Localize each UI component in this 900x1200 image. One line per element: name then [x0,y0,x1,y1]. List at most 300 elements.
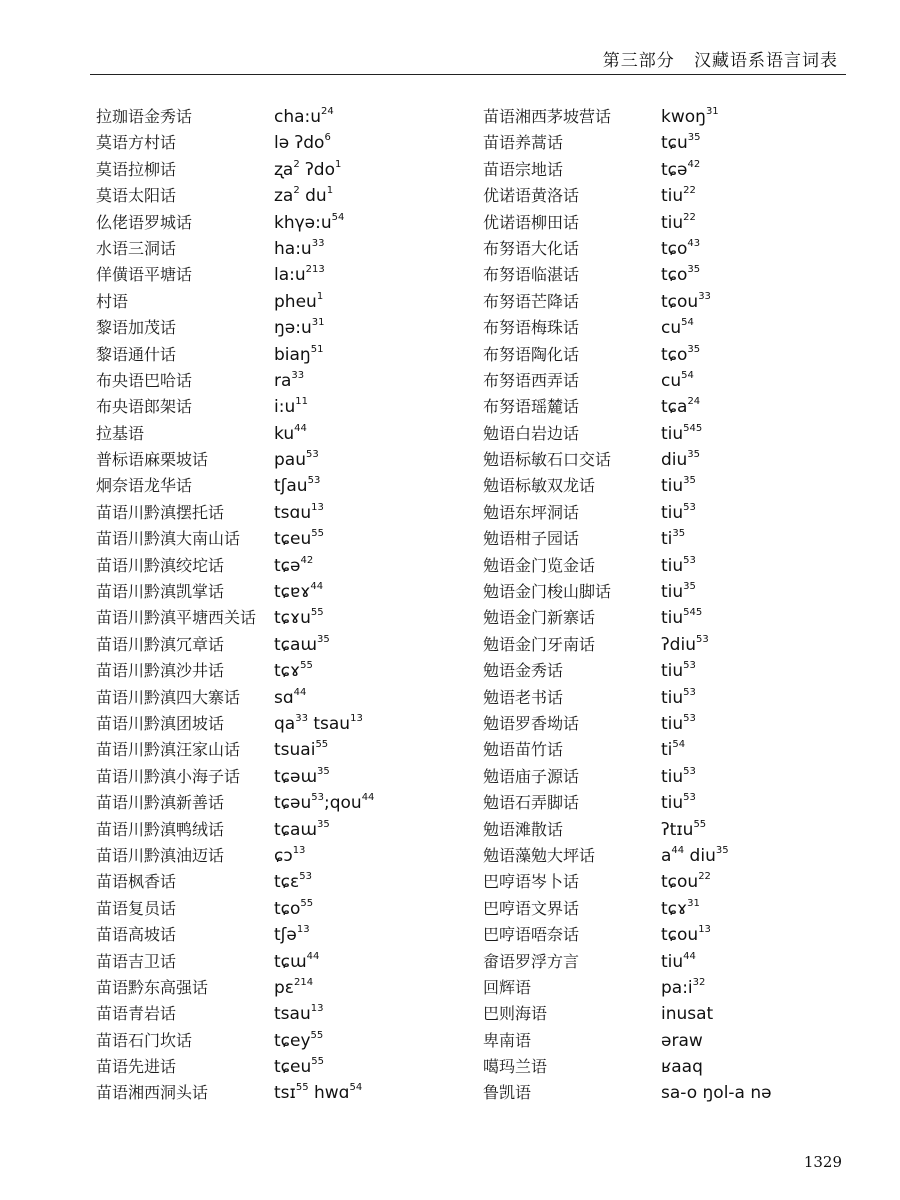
word-form [661,1080,772,1106]
form-segment: sa-o ŋol-a nə [661,1083,772,1104]
word-form [274,579,323,605]
form-segment: cu [661,370,682,391]
form-segment: ʁaaq [661,1057,703,1078]
form-segment: əraw [661,1030,703,1051]
language-name: 苗语宗地话 [483,159,564,179]
language-name: 布努语芒降话 [483,291,580,311]
form-segment: tɕou [661,925,699,946]
word-form [274,289,323,315]
tone-number: 31 [311,317,325,329]
entry-row [483,262,853,288]
form-segment: pa:i [661,977,693,998]
word-form [274,737,328,763]
word-form [661,368,694,394]
tone-number: 53 [683,660,696,672]
word-form [661,1001,713,1027]
language-name: 苗语川黔滇四大寨话 [96,687,241,707]
word-form [274,104,334,130]
entry-row [483,632,853,658]
tone-number: 55 [315,739,329,751]
entry-row [96,605,466,631]
language-name: 巴哼语岑卜话 [483,872,580,892]
entry-row [96,632,466,658]
entry-row [96,447,466,473]
entry-row [483,315,853,341]
tone-number: 55 [300,897,314,909]
tone-number: 33 [698,290,711,302]
entry-row [96,183,466,209]
language-name: 回辉语 [483,977,532,997]
entry-row [96,711,466,737]
entry-row [483,500,853,526]
language-name: 苗语吉卫话 [96,951,177,971]
word-form [274,658,313,684]
language-name: 勉语东坪洞话 [483,502,580,522]
tone-number: 35 [687,449,701,461]
language-name: 勉语石弄脚话 [483,793,580,813]
form-segment: tiu [661,951,684,972]
entry-row [483,157,853,183]
word-form [274,473,320,499]
language-name: 鲁凯语 [483,1083,532,1103]
word-form [274,790,374,816]
entry-row [483,764,853,790]
tone-number: 2 [293,185,300,197]
entry-row [96,922,466,948]
form-segment: tiu [661,687,684,708]
entry-row [483,183,853,209]
language-name: 畲语罗浮方言 [483,951,580,971]
tone-number: 44 [671,844,685,856]
form-segment: la:u [274,265,306,286]
tone-number: 33 [311,237,325,249]
form-segment: lə ʔdo [274,133,325,154]
language-name: 苗语青岩话 [96,1004,177,1024]
language-name: 勉语柑子园话 [483,529,580,549]
language-name: 苗语川黔滇平塘西关话 [96,608,257,628]
word-form [661,447,700,473]
word-form [661,553,696,579]
form-segment: khγə:u [274,212,332,233]
entry-row [96,236,466,262]
language-name: 炯奈语龙华话 [96,476,193,496]
language-name: 优诺语柳田话 [483,212,580,232]
tone-number: 35 [683,475,696,487]
language-name: 巴哼语唔奈话 [483,925,580,945]
tone-number: 55 [295,1082,309,1094]
entry-row [483,843,853,869]
form-segment: ʔdo [299,159,335,180]
tone-number: 53 [311,792,324,804]
word-form [661,764,696,790]
form-segment: tɕəu [274,793,312,814]
language-name: 莫语拉柳话 [96,159,177,179]
left-column [96,104,466,1107]
form-segment: ŋə:u [274,318,312,339]
entry-row [96,526,466,552]
language-name: 勉语藻勉大坪话 [483,845,596,865]
tone-number: 545 [683,607,703,619]
entry-row [96,157,466,183]
form-segment: tɕo [661,238,688,259]
form-segment: ɕɔ [274,845,293,866]
tone-number: 32 [692,976,706,988]
entry-row [483,737,853,763]
language-name: 勉语罗香坳话 [483,713,580,733]
form-segment: diu [661,450,688,471]
language-name: 莫语太阳话 [96,186,177,206]
tone-number: 35 [687,264,701,276]
language-name: 巴哼语文界话 [483,898,580,918]
language-name: 勉语老书话 [483,687,564,707]
word-form [661,394,700,420]
form-segment: ʔdiu [661,634,696,655]
form-segment: tiu [661,713,684,734]
form-segment: pheu [274,291,317,312]
word-form [274,869,312,895]
word-form [661,632,709,658]
entry-row [483,526,853,552]
tone-number: 35 [683,581,696,593]
entry-row [96,1080,466,1106]
form-segment: tɕə [661,159,688,180]
word-form [274,368,304,394]
language-name: 苗语川黔滇新善话 [96,793,225,813]
word-form [274,500,324,526]
entry-row [483,210,853,236]
word-form [661,896,700,922]
word-form [661,289,711,315]
tone-number: 42 [300,554,314,566]
running-head: 第三部分 汉藏语系语言词表 [602,51,838,71]
form-segment: tiu [661,212,684,233]
language-name: 苗语川黔滇大南山话 [96,529,241,549]
tone-number: 53 [683,792,696,804]
tone-number: 54 [681,317,694,329]
entry-row [96,817,466,843]
tone-number: 53 [683,554,696,566]
form-segment: sɑ [274,687,294,708]
entry-row [483,236,853,262]
tone-number: 545 [683,422,703,434]
word-form [661,843,729,869]
tone-number: 13 [296,924,310,936]
form-segment: tɕo [274,898,301,919]
word-form [661,236,700,262]
entry-row [96,869,466,895]
form-segment: tɕɐɤ [274,582,311,603]
page-number: 1329 [803,1153,842,1171]
form-segment: ʐa [274,159,294,180]
form-segment: tɕɤ [274,661,301,682]
form-segment: pau [274,450,306,471]
form-segment: hwɑ [308,1083,350,1104]
language-name: 布努语大化话 [483,238,580,258]
form-segment: tiu [661,793,684,814]
word-form [274,157,341,183]
tone-number: 44 [361,792,375,804]
form-segment: diu [684,845,716,866]
word-form [274,764,330,790]
entry-row [483,368,853,394]
form-segment: tɕeu [274,1057,312,1078]
word-form [274,553,313,579]
tone-number: 13 [698,924,711,936]
entry-row [96,553,466,579]
entry-row [483,790,853,816]
tone-number: 35 [715,844,729,856]
word-form [661,342,700,368]
language-name: 布努语西弄话 [483,370,580,390]
form-segment: tɕou [661,872,699,893]
entry-row [483,949,853,975]
form-segment: tɕo [661,265,688,286]
tone-number: 53 [305,449,319,461]
form-segment: tɕaɯ [274,819,317,840]
entry-row [96,1054,466,1080]
form-segment: tɕɤ [661,898,688,919]
language-name: 布央语巴哈话 [96,370,193,390]
tone-number: 55 [311,1056,324,1068]
tone-number: 55 [311,528,324,540]
word-form [661,157,700,183]
tone-number: 53 [683,686,696,698]
language-name: 村语 [96,291,129,311]
word-form [661,790,696,816]
language-name: 勉语庙子源话 [483,766,580,786]
word-form [661,183,696,209]
form-segment: tʃə [274,925,297,946]
tone-number: 44 [294,422,307,434]
tone-number: 213 [305,264,325,276]
language-name: 苗语复员话 [96,898,177,918]
tone-number: 54 [672,739,686,751]
language-name: 苗语川黔滇冗章话 [96,634,225,654]
form-segment: tɕo [661,344,688,365]
form-segment: tsɪ [274,1083,296,1104]
form-segment: du [299,186,327,207]
form-segment: tiu [661,608,684,629]
language-name: 布央语郎架话 [96,397,193,417]
word-form [661,210,696,236]
language-name: 黎语通什话 [96,344,177,364]
form-segment: i:u [274,397,296,418]
form-segment: tiu [661,582,684,603]
tone-number: 214 [293,976,314,988]
language-name: 勉语金秀话 [483,661,564,681]
entry-row [483,342,853,368]
language-name: 苗语先进话 [96,1057,177,1077]
language-name: 苗语川黔滇汪家山话 [96,740,241,760]
tone-number: 44 [310,581,324,593]
form-segment: pɛ [274,977,294,998]
page-header [90,44,838,80]
form-segment: tsau [274,1004,311,1025]
form-segment: tsau [307,713,351,734]
entry-row [96,737,466,763]
form-segment: za [274,186,294,207]
language-name: 勉语金门梭山脚话 [483,582,612,602]
form-segment: tɕɤu [274,608,311,629]
language-name: 苗语川黔滇鸭绒话 [96,819,225,839]
form-segment: ha:u [274,238,312,259]
tone-number: 22 [683,211,696,223]
form-segment: tɕa [661,397,688,418]
entry-row [96,342,466,368]
tone-number: 54 [349,1082,363,1094]
tone-number: 53 [683,712,696,724]
entry-row [483,394,853,420]
entry-row [483,1080,853,1106]
entry-row [483,922,853,948]
tone-number: 24 [687,396,701,408]
word-form [274,975,313,1001]
entry-row [483,447,853,473]
tone-number: 55 [310,607,324,619]
word-form [661,737,685,763]
tone-number: 51 [310,343,324,355]
word-form [661,685,696,711]
form-segment: tɕɛ [274,872,300,893]
form-segment: ra [274,370,292,391]
entry-row [96,764,466,790]
form-segment: tiu [661,555,684,576]
word-form [274,526,324,552]
form-segment: tiu [661,423,684,444]
word-form [274,447,319,473]
entry-row [483,553,853,579]
word-form [274,394,308,420]
entry-row [96,975,466,1001]
entry-row [96,104,466,130]
language-name: 卑南语 [483,1030,532,1050]
tone-number: 53 [695,633,709,645]
form-segment: kwoŋ [661,107,706,127]
entry-row [96,949,466,975]
language-name: 勉语苗竹话 [483,740,564,760]
form-segment: biaŋ [274,344,311,365]
word-form [274,262,325,288]
entry-row [96,685,466,711]
entry-row [483,1001,853,1027]
word-form [661,579,696,605]
entry-row [483,1054,853,1080]
tone-number: 35 [687,343,701,355]
word-form [274,1028,323,1054]
language-name: 苗语养蒿话 [483,133,564,153]
word-form [274,315,324,341]
language-name: 拉基语 [96,423,145,443]
language-name: 苗语川黔滇沙井话 [96,661,225,681]
tone-number: 35 [317,818,330,830]
entry-row [483,896,853,922]
language-name: 佯僙语平塘话 [96,265,193,285]
word-form [661,262,700,288]
language-name: 勉语标敏双龙话 [483,476,596,496]
form-segment: tɕəɯ [274,766,318,787]
entry-row [483,421,853,447]
entry-row [96,394,466,420]
word-form [661,500,696,526]
entry-row [483,685,853,711]
language-name: 水语三洞话 [96,238,177,258]
form-segment: tʃau [274,476,308,497]
tone-number: 33 [291,369,305,381]
form-segment: tsuai [274,740,316,761]
word-form [274,421,307,447]
language-name: 仫佬语罗城话 [96,212,193,232]
tone-number: 2 [293,158,300,170]
word-form [274,632,330,658]
form-segment: ʔtɪu [661,819,694,840]
entry-row [483,104,853,130]
language-name: 苗语川黔滇小海子话 [96,766,241,786]
word-form [661,817,706,843]
language-name: 拉珈语金秀话 [96,107,193,126]
language-name: 苗语枫香话 [96,872,177,892]
form-segment: tɕə [274,555,301,576]
tone-number: 55 [693,818,707,830]
form-segment: tiu [661,502,684,523]
tone-number: 1 [326,185,334,197]
form-segment: tɕey [274,1030,311,1051]
word-form [661,473,696,499]
word-form [661,315,694,341]
tone-number: 44 [306,950,320,962]
language-name: 黎语加茂话 [96,318,177,338]
word-form [661,104,719,130]
language-name: 苗语石门坎话 [96,1030,193,1050]
language-name: 勉语金门牙南话 [483,634,596,654]
entry-row [483,289,853,315]
tone-number: 22 [683,185,696,197]
word-form [274,843,305,869]
form-segment: tɕeu [274,529,312,550]
tone-number: 13 [292,844,306,856]
form-segment: tɕou [661,291,699,312]
tone-number: 13 [311,501,324,513]
tone-number: 31 [687,897,700,909]
word-form [274,183,333,209]
tone-number: 43 [687,237,701,249]
word-form [274,817,330,843]
tone-number: 33 [295,712,308,724]
language-name: 苗语湘西洞头话 [96,1083,209,1103]
word-form [661,658,696,684]
language-name: 布努语临湛话 [483,265,580,285]
entry-row [483,817,853,843]
tone-number: 6 [324,132,331,144]
entry-row [483,869,853,895]
entry-row [96,1001,466,1027]
entry-row [96,262,466,288]
entry-row [96,896,466,922]
tone-number: 1 [316,290,324,302]
tone-number: 54 [681,369,694,381]
form-segment: tiu [661,661,684,682]
language-name: 苗语川黔滇团坡话 [96,713,225,733]
form-segment: tsɑu [274,502,312,523]
entry-row [483,975,853,1001]
header-rule [90,74,846,75]
entry-row [96,500,466,526]
language-name: 苗语川黔滇油迈话 [96,845,225,865]
tone-number: 35 [672,528,686,540]
form-segment: ku [274,423,295,444]
word-form [661,922,711,948]
tone-number: 44 [293,686,307,698]
language-name: 勉语白岩边话 [483,423,580,443]
